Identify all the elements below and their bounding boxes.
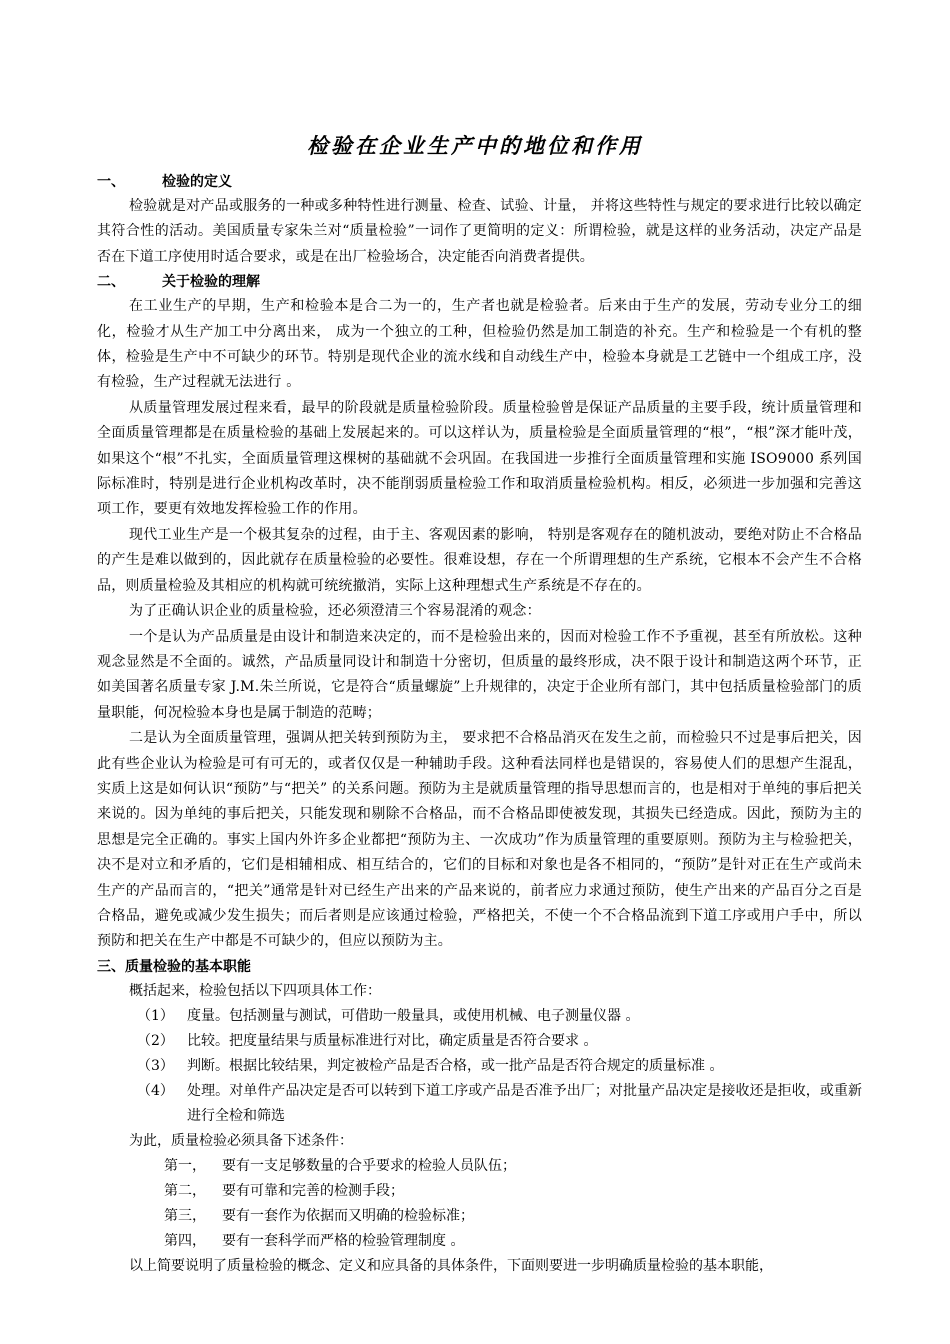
- paragraph: 为了正确认识企业的质量检验，还必须澄清三个容易混淆的观念：: [129, 603, 541, 620]
- section-number: 二、: [97, 274, 125, 291]
- condition-label: 第一，: [164, 1157, 206, 1174]
- condition-label: 第四，: [164, 1232, 206, 1249]
- paragraph: 现代工业生产是一个极其复杂的过程，由于主、客观因素的影响， 特别是客观存在的随机波动，要绝对防止不合格品的产生是难以做到的，因此就存在质量检验的必要性。很难设想，存在一个所谓理想的生产系统，它根本不会产生不合格品，则质量检验及其相应的机构就可统统撤消，实际上这种理想式生产系统是不存在的。: [97, 526, 862, 594]
- condition-text: 要有一支足够数量的合乎要求的检验人员队伍；: [222, 1157, 516, 1174]
- condition-text: 要有一套科学而严格的检验管理制度 。: [222, 1232, 465, 1249]
- section-heading: [97, 270, 862, 294]
- section-heading: [97, 170, 862, 194]
- condition-item: [97, 1204, 862, 1229]
- document-title: 检验在企业生产中的地位和作用: [307, 134, 643, 158]
- condition-item: [97, 1154, 862, 1179]
- list-item-text: 判断。根据比较结果，判定被检产品是否合格，或一批产品是否符合规定的质量标准 。: [187, 1057, 724, 1074]
- section-intro: 概括起来，检验包括以下四项具体工作：: [129, 982, 381, 999]
- list-marker: （2）: [137, 1032, 174, 1049]
- condition-item: [97, 1229, 862, 1254]
- list-item: [97, 1004, 862, 1029]
- paragraph: 一个是认为产品质量是由设计和制造来决定的，而不是检验出来的，因而对检验工作不予重视，甚至有所放松。这种观念显然是不全面的。诚然，产品质量同设计和制造十分密切，但质量的最终形成，决不限于设计和制造这两个环节，正如美国著名质量专家 J.M.朱兰所说，它是符合“质量螺旋”上升规律的，决定于企业所有部门，其中包括质量检验部门的质量职能，何况检验本身也是属于制造的范畴；: [97, 628, 862, 721]
- list-item-text: 比较。把度量结果与质量标准进行对比，确定质量是否符合要求 。: [187, 1032, 598, 1049]
- list-marker: （4）: [137, 1082, 174, 1099]
- condition-label: 第三，: [164, 1207, 206, 1224]
- paragraph: 在工业生产的早期，生产和检验本是合二为一的，生产者也就是检验者。后来由于生产的发展，劳动专业分工的细化，检验才从生产加工中分离出来， 成为一个独立的工种，但检验仍然是加工制造的补充。生产和检验是一个有机的整体，检验是生产中不可缺少的环节。特别是现代企业的流水线和自动线生产中，检验本身就是工艺链中一个组成工序，没有检验，生产过程就无法进行 。: [97, 298, 862, 391]
- condition-text: 要有一套作为依据而又明确的检验标准；: [222, 1207, 474, 1224]
- condition-item: [97, 1179, 862, 1204]
- conditions-intro: 为此，质量检验必须具备下述条件：: [129, 1132, 353, 1149]
- section-title: 检验的定义: [162, 174, 232, 190]
- list-marker: （1）: [137, 1007, 174, 1024]
- closing-paragraph: 以上简要说明了质量检验的概念、定义和应具备的具体条件，下面则要进一步明确质量检验的基本职能，: [129, 1257, 773, 1274]
- list-item: [97, 1029, 862, 1054]
- section-number: 三、: [97, 958, 125, 975]
- condition-label: 第二，: [164, 1182, 206, 1199]
- list-item: [97, 1054, 862, 1079]
- section-title: 关于检验的理解: [162, 274, 260, 291]
- document-body: [97, 170, 862, 1279]
- section-number: 一、: [97, 174, 125, 190]
- section-title: 质量检验的基本职能: [125, 958, 251, 975]
- list-item: [97, 1079, 862, 1129]
- condition-text: 要有可靠和完善的检测手段；: [222, 1182, 404, 1199]
- paragraph: 从质量管理发展过程来看，最早的阶段就是质量检验阶段。质量检验曾是保证产品质量的主要手段，统计质量管理和全面质量管理都是在质量检验的基础上发展起来的。可以这样认为，质量检验是全面质量管理的“根”，“根”深才能叶茂，如果这个“根”不扎实，全面质量管理这棵树的基础就不会巩固。在我国进一步推行全面质量管理和实施 ISO9000 系列国际标准时，特别是进行企业机构改革时，决不能削弱质量检验工作和取消质量检验机构。相反，必须进一步加强和完善这项工作，要更有效地发挥检验工作的作用。: [97, 399, 862, 518]
- paragraph: 检验就是对产品或服务的一种或多种特性进行测量、检查、试验、计量， 并将这些特性与规定的要求进行比较以确定其符合性的活动。美国质量专家朱兰对“质量检验”一词作了更简明的定义：所谓检验，就是这样的业务活动，决定产品是否在下道工序使用时适合要求，或是在出厂检验场合，决定能否向消费者提供。: [97, 198, 862, 265]
- list-marker: （3）: [137, 1057, 174, 1074]
- list-item-text: 度量。包括测量与测试，可借助一般量具，或使用机械、电子测量仪器 。: [187, 1007, 640, 1024]
- list-item-text: 处理。对单件产品决定是否可以转到下道工序或产品是否准予出厂；对批量产品决定是接收还是拒收，或重新进行全检和筛选: [187, 1082, 862, 1124]
- paragraph: 二是认为全面质量管理，强调从把关转到预防为主， 要求把不合格品消灭在发生之前，而检验只不过是事后把关，因此有些企业认为检验是可有可无的，或者仅仅是一种辅助手段。这种看法同样也是错误的，容易使人们的思想产生混乱，实质上这是如何认识“预防”与“把关” 的关系问题。预防为主是就质量管理的指导思想而言的，也是相对于单纯的事后把关来说的。因为单纯的事后把关，只能发现和剔除不合格品，而不合格品即使被发现，其损失已经造成。因此，预防为主的思想是完全正确的。事实上国内外许多企业都把“预防为主、一次成功”作为质量管理的重要原则。预防为主与检验把关，决不是对立和矛盾的，它们是相辅相成、相互结合的，它们的目标和对象也是各不相同的，“预防”是针对正在生产或尚未生产的产品而言的，“把关”通常是针对已经生产出来的产品来说的，前者应力求通过预防，使生产出来的产品百分之百是合格品，避免或减少发生损失；而后者则是应该通过检验，严格把关，不使一个不合格品流到下道工序或用户手中，所以预防和把关在生产中都是不可缺少的，但应以预防为主。: [97, 730, 862, 950]
- section-heading: [97, 955, 862, 979]
